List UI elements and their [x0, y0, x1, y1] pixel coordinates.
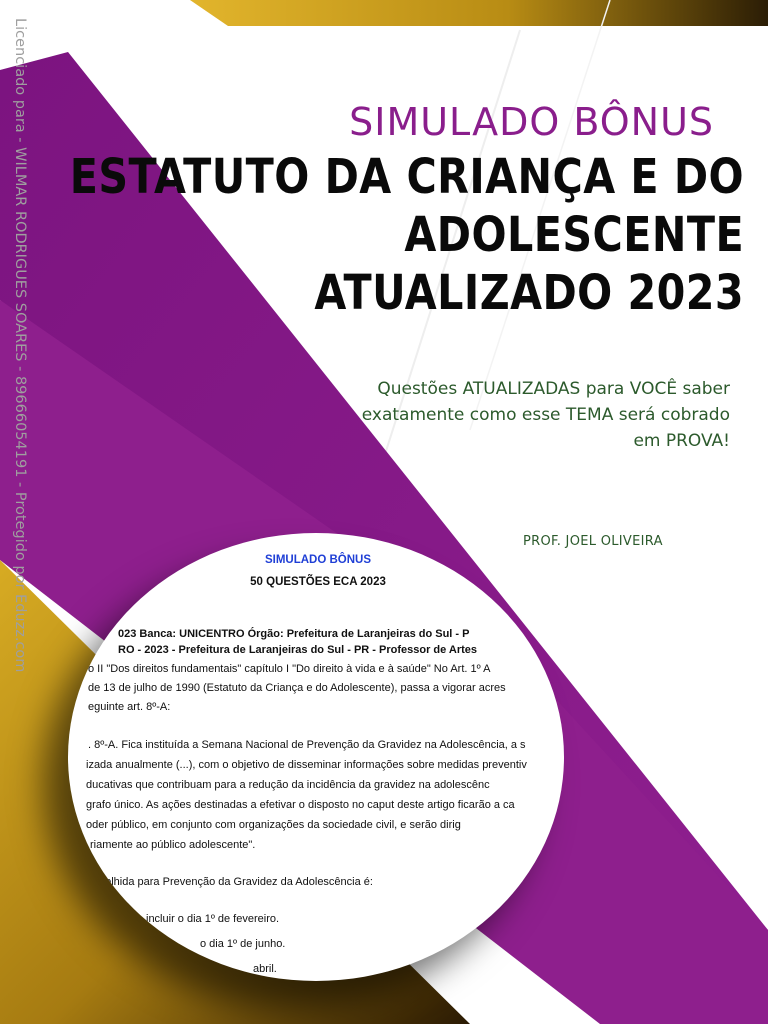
document-line: grafo único. As ações destinadas a efetivar o disposto no caput deste artigo ficarão a ca [86, 799, 515, 811]
document-line: riamente ao público adolescente". [90, 839, 256, 851]
document-line: izada anualmente (...), com o objetivo de disseminar informações sobre medidas preventiv [86, 759, 527, 771]
document-line: o dia 1º de junho. [200, 938, 286, 950]
document-line: eguinte art. 8º-A: [88, 701, 171, 713]
document-line: ducativas que contribuam para a redução da incidência da gravidez na adolescênc [86, 779, 490, 791]
document-header-subtitle: 50 QUESTÕES ECA 2023 [250, 576, 386, 588]
cover-title-line-3: ATUALIZADO 2023 [314, 265, 744, 321]
cover-title-line-1: ESTATUTO DA CRIANÇA E DO [69, 149, 744, 205]
document-line: de 13 de julho de 1990 (Estatuto da Criança e do Adolescente), passa a vigorar acres [88, 682, 506, 694]
license-watermark: Licenciado para - WILMAR RODRIGUES SOARES - 89666054191 - Protegido por Eduzz.com [12, 18, 28, 673]
cover-author: PROF. JOEL OLIVEIRA [523, 534, 663, 549]
document-preview [68, 533, 564, 981]
cover-title-line-2: ADOLESCENTE [404, 207, 744, 263]
cover-title [70, 148, 744, 322]
gold-top-band [190, 0, 768, 26]
document-preview-circle [68, 533, 564, 981]
document-line: o II "Dos direitos fundamentais" capítulo I "Do direito à vida e à saúde" No Art. 1º A [88, 663, 491, 675]
document-line: RO - 2023 - Prefeitura de Laranjeiras do Sul - PR - Professor de Artes [118, 644, 478, 656]
cover-kicker: SIMULADO BÔNUS [349, 100, 714, 144]
cover-subtitle-line-3: em PROVA! [633, 431, 730, 451]
document-line: abril. [253, 963, 277, 975]
cover-subtitle [362, 376, 730, 454]
document-line: incluir o dia 1º de fevereiro. [146, 913, 280, 925]
cover-subtitle-line-1: Questões ATUALIZADAS para VOCÊ saber [377, 379, 730, 399]
document-line: oder público, em conjunto com organizações da sociedade civil, e serão dirig [86, 819, 461, 831]
document-line: 023 Banca: UNICENTRO Órgão: Prefeitura de Laranjeiras do Sul - P [118, 628, 470, 640]
document-header-title: SIMULADO BÔNUS [264, 554, 372, 566]
document-line: . 8º-A. Fica instituída a Semana Nacional de Prevenção da Gravidez na Adolescência, a s [88, 739, 526, 751]
cover-subtitle-line-2: exatamente como esse TEMA será cobrado [361, 405, 730, 425]
document-line: escolhida para Prevenção da Gravidez da Adolescência é: [88, 876, 373, 888]
